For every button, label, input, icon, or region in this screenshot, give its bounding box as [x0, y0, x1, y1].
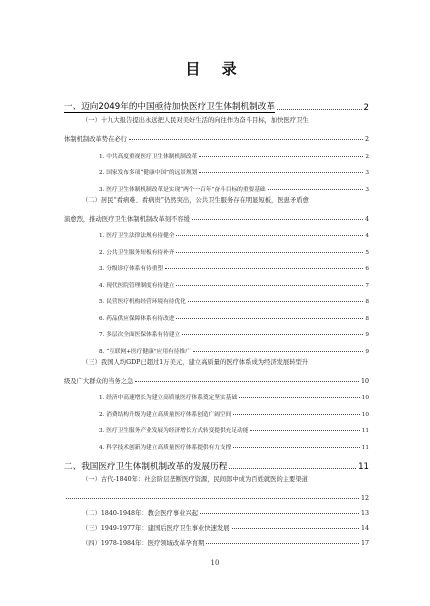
- toc-page-number: 2: [364, 136, 369, 143]
- toc-leader-dots: [176, 252, 363, 253]
- toc-entry-label-continued: 演愈烈，推动医疗卫生体制机制改革刻不容缓: [64, 215, 190, 223]
- toc-entry-label: 4. 现代医院管理制度有待建立: [99, 282, 175, 289]
- toc-leader-dots: [277, 109, 362, 110]
- toc-entry-label: 1. 中共高度重视医疗卫生体制机制改革: [99, 153, 198, 160]
- toc-page-number: 8: [365, 315, 369, 322]
- toc-entry-label: 1. 医疗卫生法律法规有待健全: [99, 233, 175, 239]
- toc-page-number: 2: [365, 153, 369, 160]
- toc-leader-dots: [192, 219, 363, 220]
- toc-entry-section-1-3[interactable]: [64, 355, 369, 385]
- toc-leader-dots: [199, 156, 363, 157]
- toc-page-number: 4: [365, 233, 369, 239]
- toc-entry-1-2-1[interactable]: [99, 223, 369, 240]
- toc-entry-1-2-6[interactable]: [99, 305, 369, 322]
- toc-entry-label: （二）1840-1948年：教会医疗事业兴起: [82, 509, 199, 517]
- toc-entry-label: （一）古代-1840年：社会阶层垄断医疗资源，民间郎中成为百姓就医的主要渠道: [82, 475, 308, 483]
- toc-entry-label: 1. 经济中高速增长为建立高质量医疗体系奠定坚实基础: [99, 395, 238, 401]
- toc-entry-section-1-2[interactable]: [64, 193, 369, 223]
- toc-leader-dots: [199, 172, 363, 173]
- toc-page-number: 9: [365, 332, 369, 338]
- toc-entry-label: （二）居民“看病难、看病贵”仍然突出，公共卫生服务存在明显短板，医患矛盾愈: [82, 196, 309, 204]
- toc-entry-label: 8. “互联网+医疗健康”应用有待推广: [99, 348, 191, 355]
- toc-leader-dots: [233, 447, 359, 448]
- toc-entry-1-1-1[interactable]: [99, 143, 369, 160]
- toc-entry-section-1-1[interactable]: [64, 113, 369, 143]
- toc-page-number: 17: [360, 539, 369, 547]
- toc-leader-dots: [66, 498, 359, 499]
- toc-leader-dots: [188, 301, 364, 302]
- toc-entry-label: 一、迈向2049年的中国亟待加快医疗卫生体制机制改革: [64, 102, 275, 112]
- toc-entry-1-2-3[interactable]: [99, 256, 369, 273]
- toc-leader-dots: [176, 285, 363, 286]
- toc-leader-dots: [232, 528, 359, 529]
- toc-entry-label: 3. 医疗卫生服务产业发展为经济增长方式转变提供充足动能: [99, 428, 249, 434]
- toc-page-number: 6: [365, 266, 369, 272]
- toc-entry-label: 2. 国家发布多项“健康中国”的远景规划: [99, 170, 198, 176]
- toc-entry-1-3-2[interactable]: [99, 401, 369, 418]
- toc-entry-1-1-2[interactable]: [99, 160, 369, 177]
- toc-entry-section-2-4[interactable]: [82, 532, 369, 547]
- toc-entry-label: 4. 科学技术创新为建立高质量医疗体系提供有力支撑: [99, 444, 232, 451]
- toc-leader-dots: [233, 414, 359, 415]
- toc-entry-label: 二、我国医疗卫生体制机制改革的发展历程: [64, 461, 228, 472]
- toc-entry-label: 3. 分级诊疗体系有待重塑: [99, 266, 164, 272]
- toc-page-number: 11: [358, 461, 369, 472]
- toc-page-number: 12: [360, 494, 369, 502]
- toc-entry-1-2-4[interactable]: [99, 272, 369, 289]
- toc-page-number: 10: [361, 411, 369, 418]
- toc-entry-label: 2. 消费结构升级为建立高质量医疗体系创造广阔空间: [99, 411, 232, 418]
- toc-page-number: 7: [365, 282, 369, 289]
- toc-page-number: 4: [364, 215, 369, 223]
- toc-leader-dots: [268, 189, 364, 190]
- toc-page-number: 9: [365, 348, 369, 355]
- toc-page-number: 10: [361, 395, 369, 401]
- toc-entry-label: 2. 公共卫生服务短板有待补齐: [99, 249, 175, 256]
- toc-page-number: 11: [361, 444, 369, 451]
- toc-leader-dots: [239, 397, 360, 398]
- toc-leader-dots: [229, 468, 356, 469]
- toc-leader-dots: [200, 513, 359, 514]
- toc-leader-dots: [182, 334, 363, 335]
- toc-entry-section-2[interactable]: [64, 455, 369, 472]
- toc-leader-dots: [176, 318, 363, 319]
- toc-entry-section-2-1[interactable]: [82, 472, 369, 502]
- page-title: 目 录: [185, 60, 245, 78]
- toc-leader-dots: [165, 268, 363, 269]
- toc-entry-label: （一）十九大报告提出永远把人民对美好生活的向往作为奋斗目标，加快医疗卫生: [82, 117, 309, 124]
- toc-entry-1-2-5[interactable]: [99, 289, 369, 306]
- toc-entry-label: 7. 多层次全面医保体系有待建立: [99, 332, 181, 338]
- toc-entry-label: （三）1949-1977年：建国后医疗卫生事业快速发展: [82, 524, 230, 532]
- toc-leader-dots: [193, 351, 364, 352]
- table-of-contents: [64, 92, 369, 547]
- toc-page-number: 5: [365, 249, 369, 256]
- toc-page-number: 14: [360, 524, 369, 532]
- toc-leader-dots: [206, 543, 359, 544]
- toc-leader-dots: [250, 430, 359, 431]
- toc-entry-label: （三）我国人均GDP已超过1万美元，建立高质量的医疗体系成为经济发展转型升: [82, 358, 309, 366]
- toc-entry-1-2-8[interactable]: [99, 338, 369, 355]
- toc-page-number: 11: [361, 428, 369, 434]
- toc-leader-dots: [176, 235, 363, 236]
- toc-entry-label-continued: 级及广大群众的当务之急: [64, 377, 134, 385]
- toc-page-number: 3: [365, 170, 369, 176]
- toc-leader-dots: [135, 381, 359, 382]
- toc-page-number: 3: [365, 186, 369, 193]
- toc-entry-section-2-2[interactable]: [82, 502, 369, 517]
- toc-page-number: 8: [365, 299, 369, 305]
- toc-entry-label: 3. 医疗卫生体制机制改革是实现“两个一百年”奋斗目标的重要基础: [99, 186, 266, 193]
- toc-entry-label: 6. 药品供应保障体系有待改进: [99, 315, 175, 322]
- toc-entry-label: 5. 民营医疗机构经营环境有待优化: [99, 299, 186, 305]
- toc-entry-label: （四）1978-1984年：医疗领域改革孕育期: [82, 539, 205, 547]
- toc-entry-1-1-3[interactable]: [99, 176, 369, 193]
- toc-page-number: 10: [360, 377, 369, 385]
- toc-leader-dots: [129, 139, 363, 140]
- toc-entry-1-2-7[interactable]: [99, 322, 369, 339]
- page-number: 10: [210, 559, 220, 567]
- toc-entry-1-3-1[interactable]: [99, 385, 369, 402]
- toc-entry-label-continued: 体制机制改革势在必行: [64, 136, 127, 143]
- toc-page-number: 2: [363, 103, 369, 113]
- toc-entry-section-2-3[interactable]: [82, 517, 369, 532]
- toc-page-number: 13: [360, 509, 369, 517]
- toc-entry-1-2-2[interactable]: [99, 239, 369, 256]
- toc-entry-section-1[interactable]: [64, 96, 369, 113]
- toc-entry-1-3-3[interactable]: [99, 418, 369, 435]
- toc-entry-1-3-4[interactable]: [99, 434, 369, 451]
